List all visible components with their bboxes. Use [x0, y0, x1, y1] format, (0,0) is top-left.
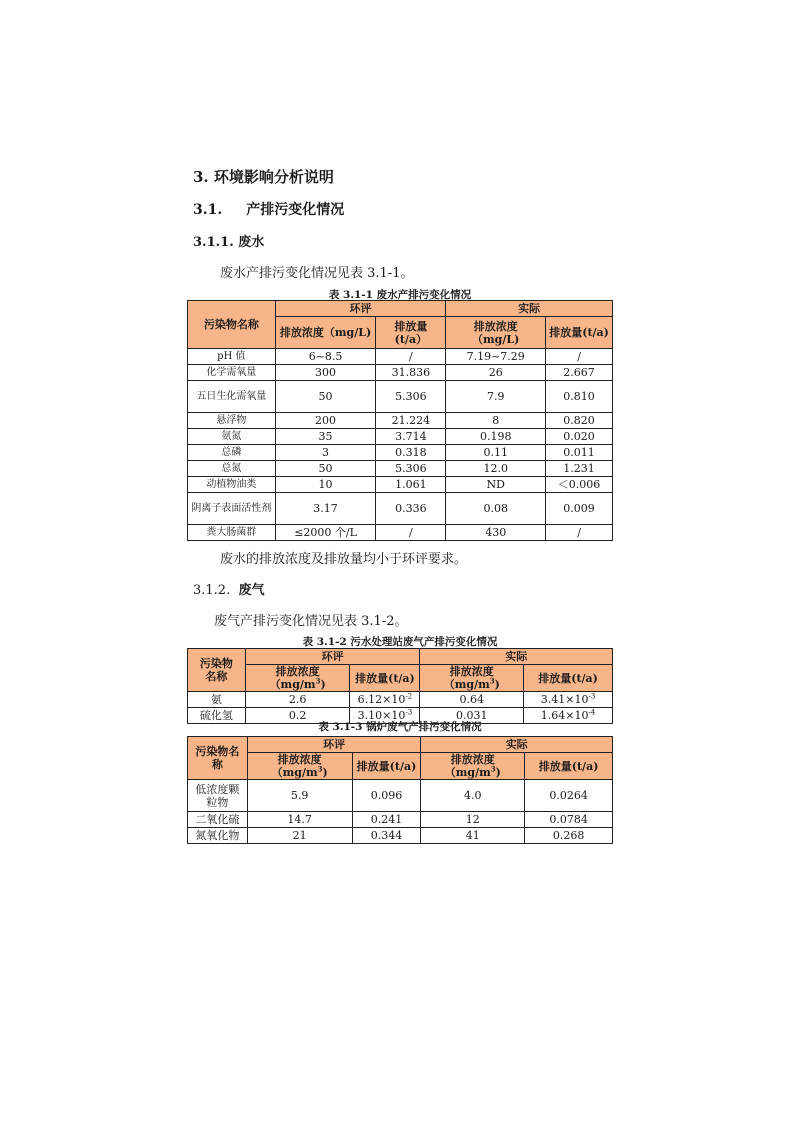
cell: 26	[446, 365, 546, 381]
col-pollutant-l1: 污染物	[199, 657, 233, 670]
wastewater-intro: 废水产排污变化情况见表 3.1-1。	[220, 266, 414, 281]
cell: 0.318	[376, 445, 446, 461]
col-eia-conc-text: 排放浓度（mg/m	[271, 753, 322, 779]
col-eia-amount-l1: 排放量	[394, 319, 428, 333]
cell: 0.336	[376, 493, 446, 525]
cell: 0.820	[546, 413, 613, 429]
cell-exp: -4	[588, 708, 596, 717]
pollutant-name: 阴离子表面活性剂	[188, 493, 276, 525]
pollutant-name: 氨	[188, 692, 246, 708]
cell: ND	[446, 477, 546, 493]
cell: 0.031	[420, 708, 524, 724]
col-pollutant	[188, 649, 246, 692]
cell: 200	[275, 413, 376, 429]
col-actual-conc: 排放浓度$(mg/m^3)$	[421, 753, 525, 780]
cell: 2.6	[245, 692, 350, 708]
col-actual-amount: 排放量(t/a)	[524, 665, 613, 692]
col-eia-amount: 排放量(t/a)	[352, 753, 421, 780]
table-row	[188, 381, 613, 413]
cell: 0.344	[352, 828, 421, 844]
group-eia: 环评	[245, 649, 420, 665]
cell: 6~8.5	[275, 349, 376, 365]
col-pollutant: 污染物名称	[188, 301, 276, 349]
table-row	[188, 429, 613, 445]
pollutant-name: pH 值	[188, 349, 276, 365]
table-row	[188, 525, 613, 541]
group-actual: 实际	[446, 301, 613, 317]
cell: 4.0	[421, 780, 525, 812]
table-row	[188, 445, 613, 461]
cell: 3.714	[376, 429, 446, 445]
table-row	[188, 349, 613, 365]
wwtp-gas-table	[187, 648, 613, 724]
cell: 0.011	[546, 445, 613, 461]
cell: 0.64	[420, 692, 524, 708]
pollutant-name: 总氮	[188, 461, 276, 477]
subsection-number: 3.1.	[193, 202, 223, 218]
cell: 0.268	[525, 828, 613, 844]
wastewater-heading: 3.1.1. 废水	[193, 235, 265, 250]
cell: 12.0	[446, 461, 546, 477]
col-actual-conc-text: 排放浓度（mg/m	[443, 665, 494, 691]
pollutant-name: 硫化氢	[188, 708, 246, 724]
cell	[350, 692, 420, 708]
cell: /	[376, 349, 446, 365]
cell-base: 3.41×10	[540, 693, 589, 706]
cell: 7.9	[446, 381, 546, 413]
pollutant-name: 二氧化硫	[188, 812, 248, 828]
col-pollutant	[188, 737, 248, 780]
subsection-title: 产排污变化情况	[246, 202, 345, 218]
pollutant-name: 总磷	[188, 445, 276, 461]
cell: 300	[275, 365, 376, 381]
cell: 0.020	[546, 429, 613, 445]
cell: ＜0.006	[546, 477, 613, 493]
pollutant-name: 氨氮	[188, 429, 276, 445]
table-row	[188, 461, 613, 477]
cell-base: 1.64×10	[540, 709, 589, 722]
pollutant-name: 低浓度颗粒物	[188, 780, 248, 812]
cell: 0.11	[446, 445, 546, 461]
pollutant-name: 氮氧化物	[188, 828, 248, 844]
boiler-gas-table	[187, 736, 613, 844]
cell: 50	[275, 381, 376, 413]
cell: 21.224	[376, 413, 446, 429]
table2-caption: 表 3.1-2 污水处理站废气产排污变化情况	[302, 636, 498, 648]
cell: /	[546, 525, 613, 541]
cell: 0.0264	[525, 780, 613, 812]
cell: 0.0784	[525, 812, 613, 828]
col-eia-conc: 排放浓度$(mg/m^3)$	[245, 665, 350, 692]
cell: /	[376, 525, 446, 541]
table-row	[188, 692, 613, 708]
cell: 50	[275, 461, 376, 477]
cell: 5.9	[247, 780, 352, 812]
col-eia-conc: 排放浓度（mg/L)	[275, 317, 376, 349]
pollutant-name: 粪大肠菌群	[188, 525, 276, 541]
cell: 8	[446, 413, 546, 429]
group-actual: 实际	[420, 649, 613, 665]
cell: 0.198	[446, 429, 546, 445]
col-actual-conc-text: 排放浓度（mg/m	[444, 753, 495, 779]
table-row	[188, 780, 613, 812]
cell: 0.096	[352, 780, 421, 812]
cell: 1.231	[546, 461, 613, 477]
pollutant-name: 动植物油类	[188, 477, 276, 493]
cell: 3.17	[275, 493, 376, 525]
cell: 35	[275, 429, 376, 445]
table-row	[188, 828, 613, 844]
gas-heading	[193, 579, 265, 598]
cell: 3	[275, 445, 376, 461]
cell: 21	[247, 828, 352, 844]
cell: 7.19~7.29	[446, 349, 546, 365]
cell: 430	[446, 525, 546, 541]
cell: 31.836	[376, 365, 446, 381]
cell: 1.061	[376, 477, 446, 493]
cell: /	[546, 349, 613, 365]
cell: 10	[275, 477, 376, 493]
pollutant-name: 化学需氧量	[188, 365, 276, 381]
section-heading: 3. 环境影响分析说明	[193, 168, 334, 186]
cell: 12	[421, 812, 525, 828]
cell: ≤2000 个/L	[275, 525, 376, 541]
col-actual-conc: 排放浓度$(mg/m^3)$	[420, 665, 524, 692]
wastewater-conclusion: 废水的排放浓度及排放量均小于环评要求。	[220, 552, 468, 567]
col-actual-conc	[446, 317, 546, 349]
table3-caption: 表 3.1-3 锅炉废气产排污变化情况	[318, 721, 482, 733]
col-eia-amount	[376, 317, 446, 349]
col-actual-conc-l1: 排放浓度	[473, 319, 518, 333]
group-eia: 环评	[247, 737, 421, 753]
pollutant-name: 五日生化需氧量	[188, 381, 276, 413]
cell: 0.241	[352, 812, 421, 828]
cell: 0.08	[446, 493, 546, 525]
table-row	[188, 477, 613, 493]
cell: 5.306	[376, 461, 446, 477]
gas-heading-number: 3.1.2.	[193, 583, 231, 598]
col-pollutant-l2: 名称	[205, 670, 228, 683]
gas-heading-title: 废气	[238, 583, 265, 598]
table1-caption: 表 3.1-1 废水产排污变化情况	[328, 289, 472, 301]
cell-exp: -3	[405, 708, 413, 717]
cell	[524, 692, 613, 708]
cell: 5.306	[376, 381, 446, 413]
col-pollutant-l2: 称	[211, 758, 223, 771]
col-actual-conc-l2: （mg/L)	[472, 332, 520, 346]
subsection-heading	[193, 199, 344, 219]
cell: 0.810	[546, 381, 613, 413]
col-actual-amount: 排放量(t/a)	[546, 317, 613, 349]
cell: 14.7	[247, 812, 352, 828]
pollutant-name: 悬浮物	[188, 413, 276, 429]
col-pollutant-l1: 污染物名	[195, 745, 240, 758]
cell-base: 6.12×10	[357, 693, 406, 706]
cell: 0.009	[546, 493, 613, 525]
table-row	[188, 365, 613, 381]
wastewater-table	[187, 300, 613, 541]
col-eia-amount: 排放量(t/a)	[350, 665, 420, 692]
col-eia-conc: 排放浓度$(mg/m^3)$	[247, 753, 352, 780]
cell-exp: -2	[405, 692, 413, 701]
table-row	[188, 812, 613, 828]
gas-intro: 废气产排污变化情况见表 3.1-2。	[214, 614, 408, 629]
col-eia-amount-l2: (t/a）	[394, 332, 428, 346]
table-row	[188, 493, 613, 525]
col-actual-amount: 排放量(t/a)	[525, 753, 613, 780]
group-actual: 实际	[421, 737, 613, 753]
cell: 41	[421, 828, 525, 844]
table-row	[188, 413, 613, 429]
cell: 2.667	[546, 365, 613, 381]
group-eia: 环评	[275, 301, 446, 317]
cell-base: 3.10×10	[357, 709, 406, 722]
cell-exp: -3	[588, 692, 596, 701]
cell: 0.2	[245, 708, 350, 724]
col-eia-conc-text: 排放浓度（mg/m	[269, 665, 320, 691]
